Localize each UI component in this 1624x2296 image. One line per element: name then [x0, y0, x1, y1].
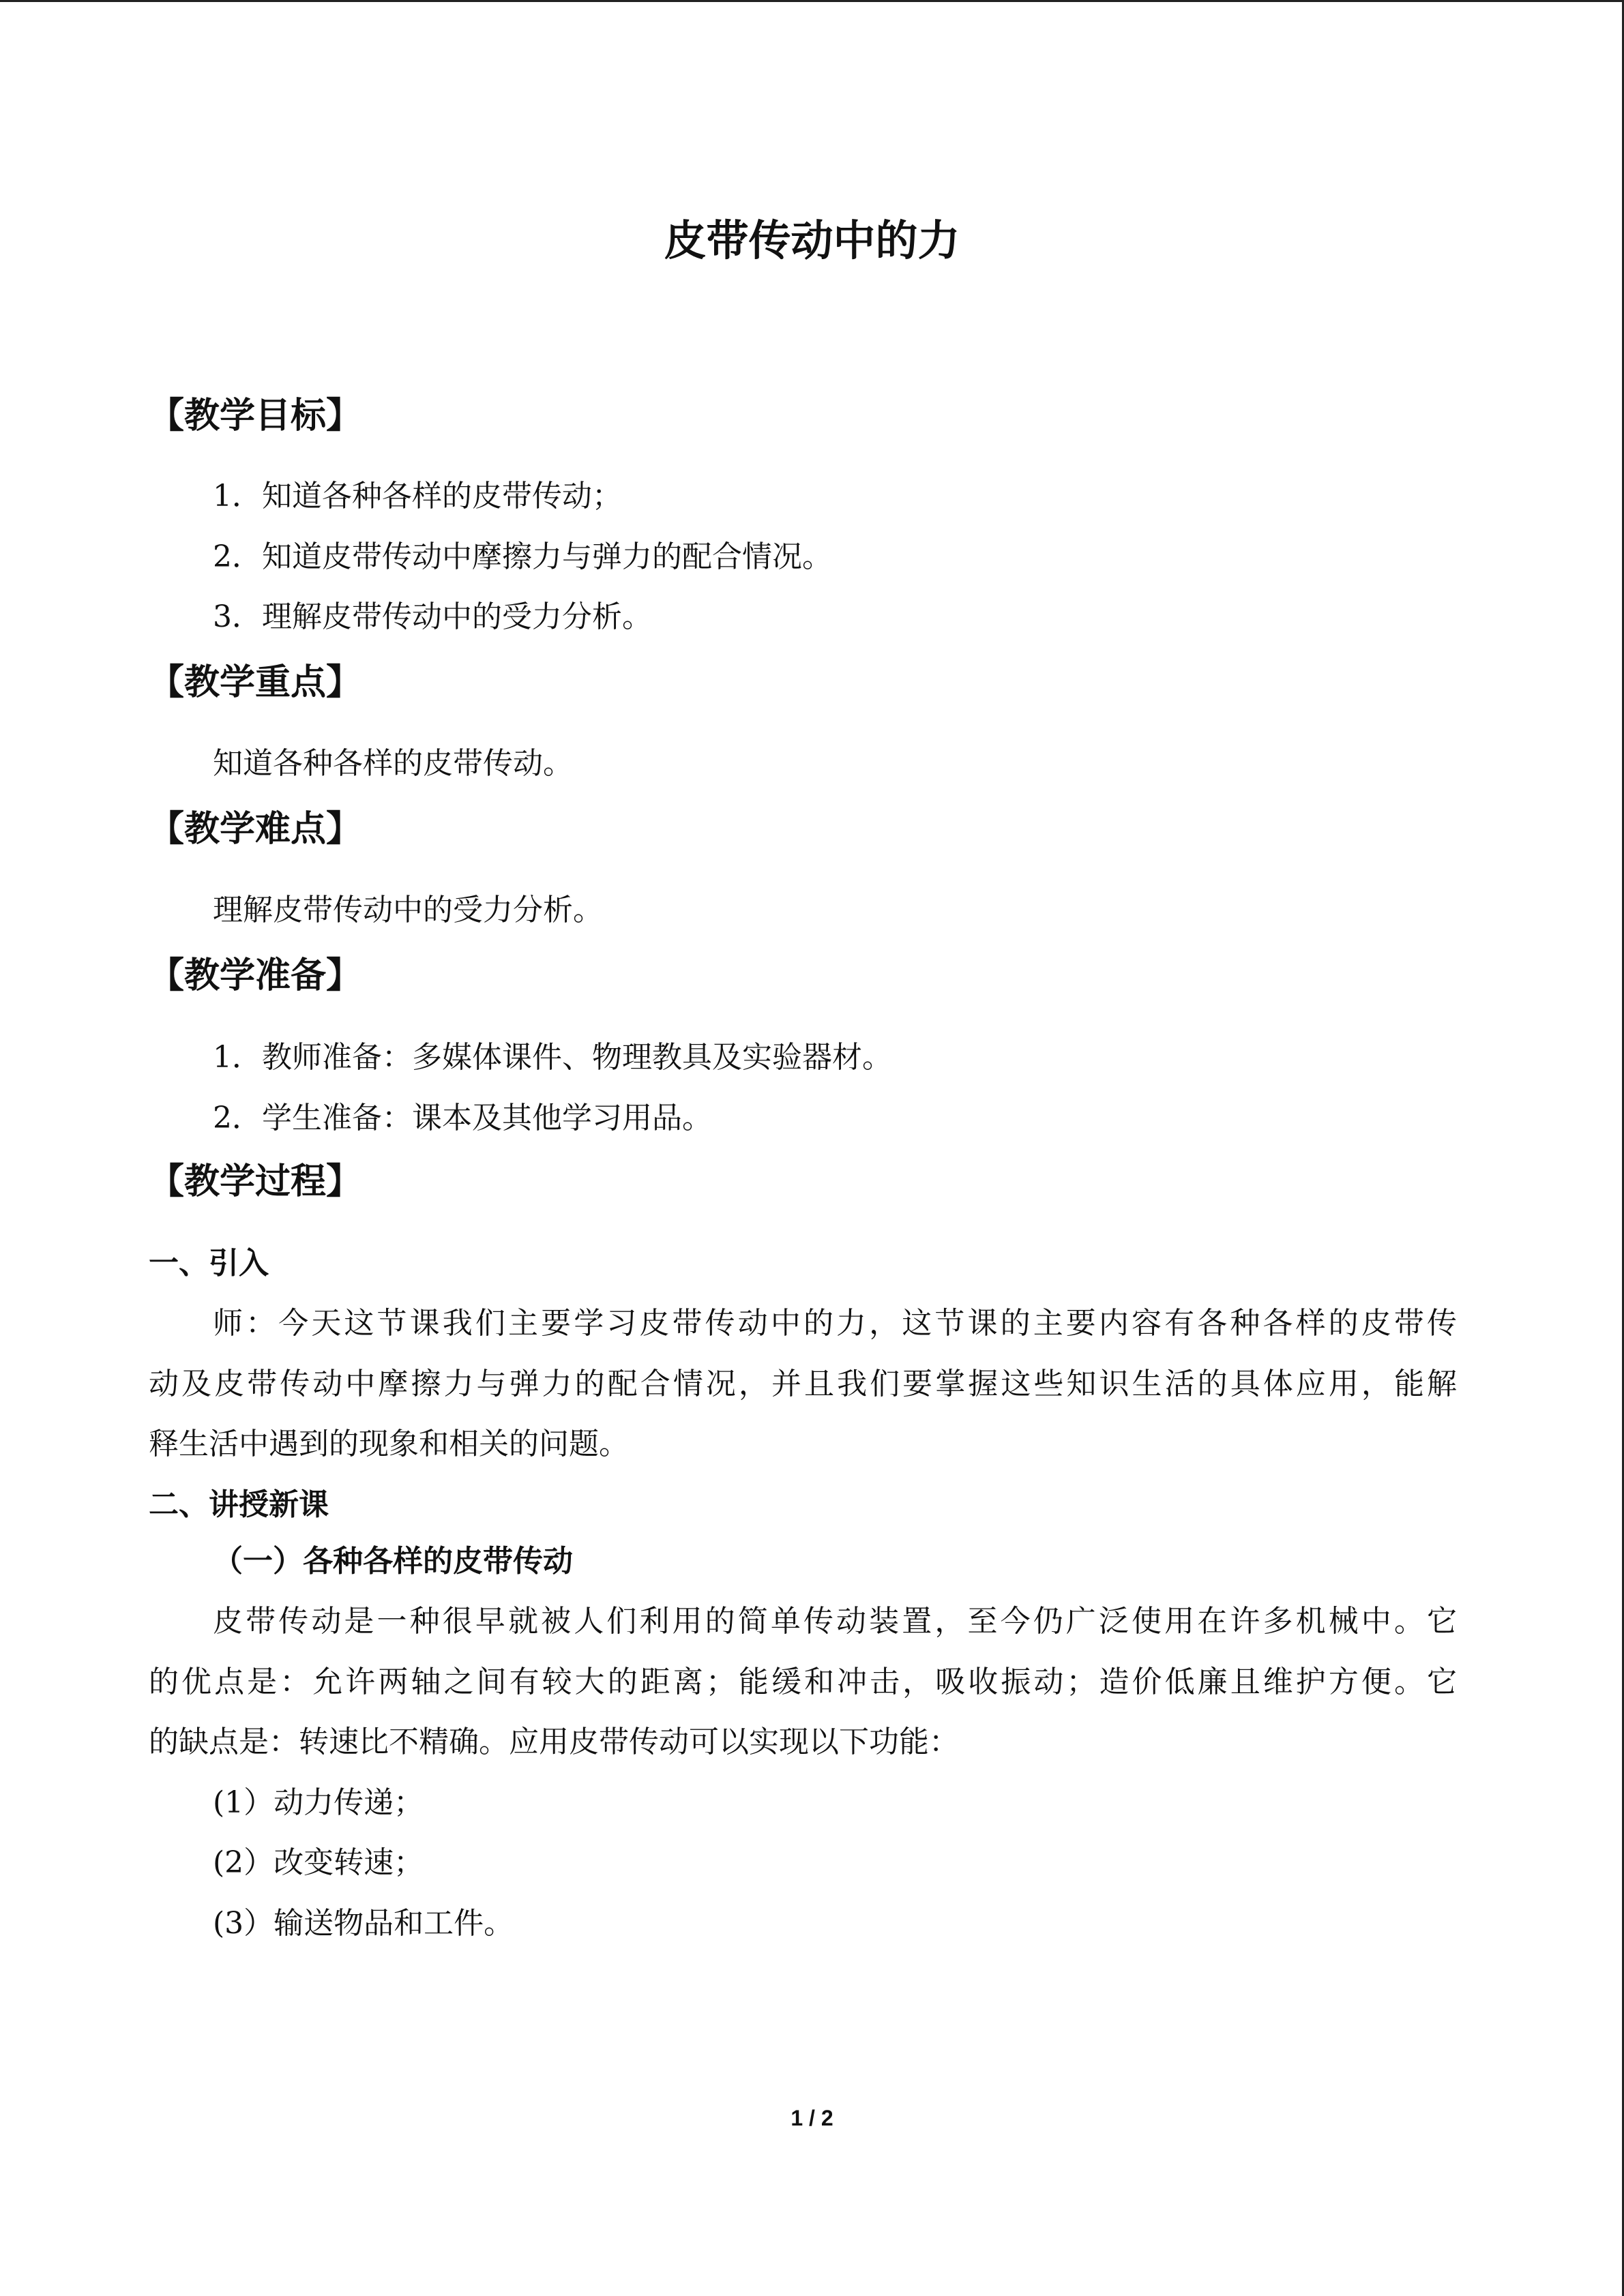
objective-item: 1．知道各种各样的皮带传动；: [213, 479, 622, 513]
objective-item: 2．知道皮带传动中摩擦力与弹力的配合情况。: [213, 539, 832, 574]
document-title: 皮带传动中的力: [664, 215, 960, 265]
part1-line: 皮带传动是一种很早就被人们利用的简单传动装置，至今仍广泛使用在许多机械中。它: [213, 1604, 1457, 1639]
difficulties-text: 理解皮带传动中的受力分析。: [213, 893, 603, 927]
function-item: (3）输送物品和工件。: [213, 1906, 514, 1941]
preparation-item: 1．教师准备：多媒体课件、物理教具及实验器材。: [213, 1040, 892, 1075]
preparation-item: 2．学生准备：课本及其他学习用品。: [213, 1101, 712, 1135]
preparation-heading: 【教学准备】: [149, 955, 362, 996]
new-lesson-heading: 二、讲授新课: [149, 1487, 329, 1522]
process-heading: 【教学过程】: [149, 1161, 362, 1202]
part1-heading: （一）各种各样的皮带传动: [213, 1544, 573, 1579]
part1-line: 的优点是：允许两轴之间有较大的距离；能缓和冲击，吸收振动；造价低廉且维护方便。它: [149, 1665, 1457, 1699]
intro-line: 释生活中遇到的现象和相关的问题。: [149, 1427, 629, 1461]
key-points-text: 知道各种各样的皮带传动。: [213, 746, 573, 781]
intro-line: 动及皮带传动中摩擦力与弹力的配合情况，并且我们要掌握这些知识生活的具体应用，能解: [149, 1367, 1457, 1401]
objective-item: 3．理解皮带传动中的受力分析。: [213, 599, 652, 634]
objectives-heading: 【教学目标】: [149, 395, 362, 436]
function-item: (1）动力传递；: [213, 1785, 424, 1820]
function-item: (2）改变转速；: [213, 1845, 424, 1880]
page-number: 1 / 2: [791, 2106, 833, 2130]
key-points-heading: 【教学重点】: [149, 661, 362, 703]
intro-line: 师：今天这节课我们主要学习皮带传动中的力，这节课的主要内容有各种各样的皮带传: [213, 1306, 1457, 1341]
intro-heading: 一、引入: [149, 1246, 269, 1281]
part1-line: 的缺点是：转速比不精确。应用皮带传动可以实现以下功能：: [149, 1725, 959, 1759]
difficulties-heading: 【教学难点】: [149, 808, 362, 850]
